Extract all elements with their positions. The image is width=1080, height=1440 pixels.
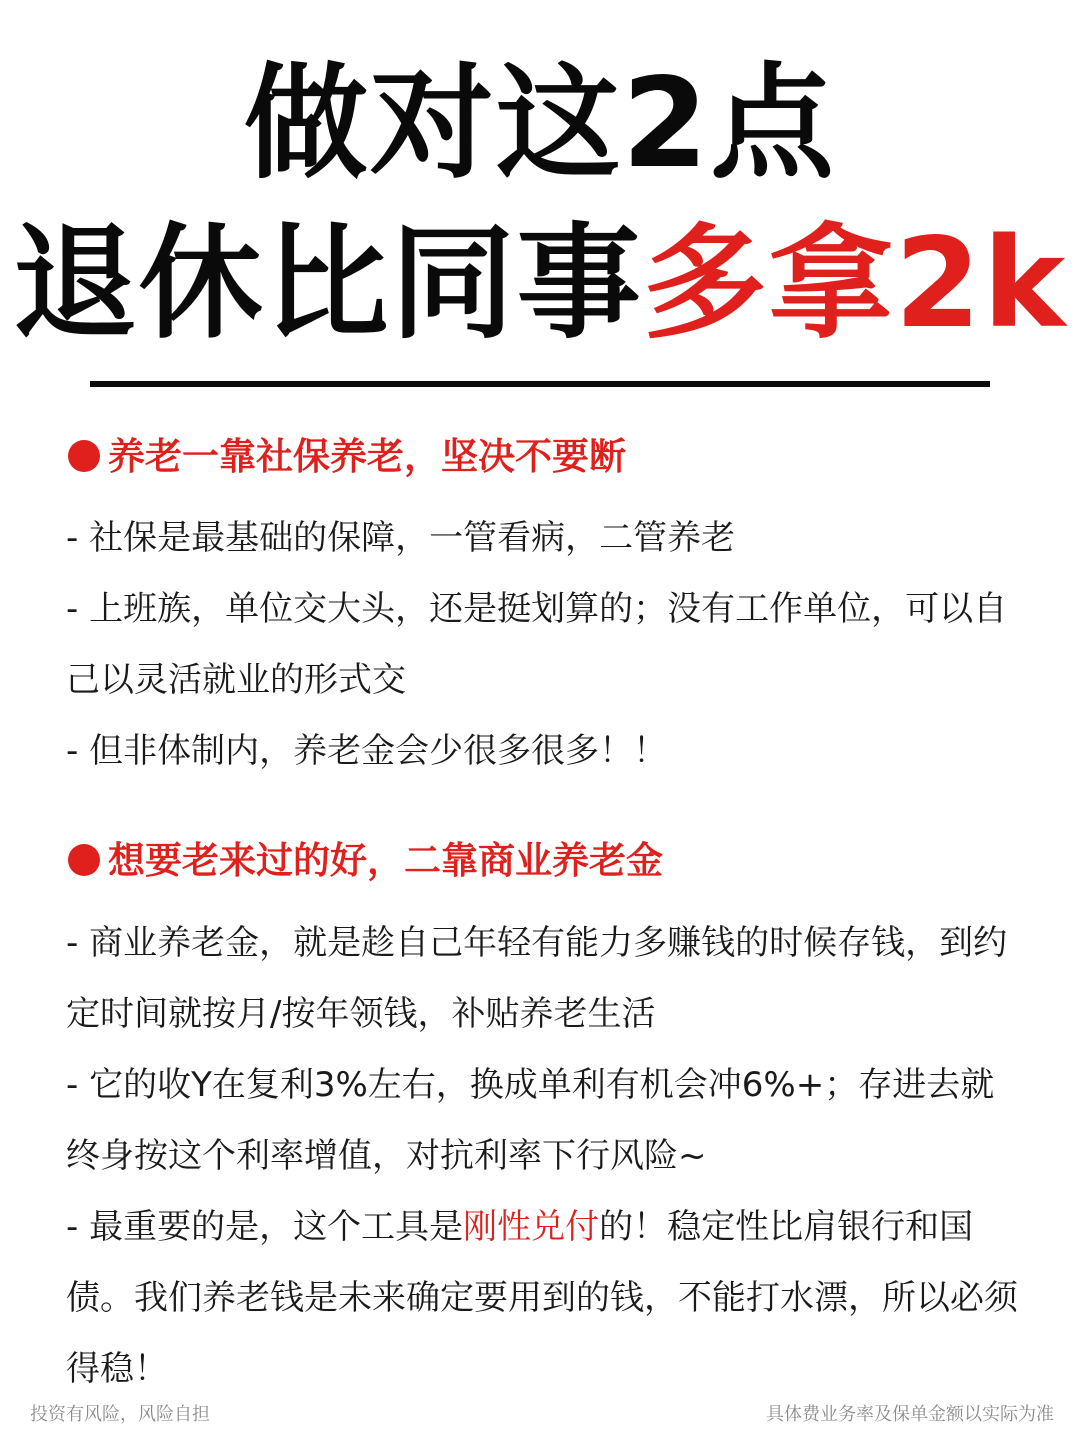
section-2-line [66,1192,1026,1405]
title-line-2-black: 退休比同事 [12,212,643,356]
section-2-heading [68,839,663,882]
title-line-2-highlight: 多拿2k [642,212,1068,356]
footer-rate-disclaimer: 具体费业务率及保单金额以实际为准 [766,1404,1054,1425]
title-line-1: 做对这2点 [243,52,837,196]
section-1-line: - 但非体制内，养老金会少很多很多！！ [66,731,668,771]
red-bullet-icon [68,844,100,876]
title-line-2 [0,212,1080,356]
highlight-rigid-payout: 刚性兑付 [463,1207,600,1247]
red-bullet-icon [68,440,100,472]
section-2-line: - 它的收Y在复利3%左右，换成单利有机会冲6%+；存进去就终身按这个利率增值，对抗利率下行风险~ [66,1065,995,1176]
section-2-line: - 商业养老金，就是趁自己年轻有能力多赚钱的时候存钱，到约定时间就按月/按年领钱，补贴养老生活 [66,923,1008,1034]
section-2-heading-text: 想要老来过的好，二靠商业养老金 [108,839,663,882]
section-2-body [66,908,1026,1405]
section-1-heading [68,435,626,478]
section-2-last-suffix: 的！稳定性比肩银行和国债。我们养老钱是未来确定要用到的钱，不能打水漂，所以必须得稳！ [66,1207,1018,1389]
section-1-heading-text: 养老一靠社保养老，坚决不要断 [108,435,626,478]
section-1-body [66,503,1026,787]
footer-risk-disclaimer: 投资有风险，风险自担 [30,1404,210,1425]
title-divider [90,381,990,387]
section-1-line: - 社保是最基础的保障，一管看病，二管养老 [66,518,736,558]
section-2-last-prefix: - 最重要的是，这个工具是 [66,1207,464,1247]
section-1-line: - 上班族，单位交大头，还是挺划算的；没有工作单位，可以自己以灵活就业的形式交 [66,589,1008,700]
